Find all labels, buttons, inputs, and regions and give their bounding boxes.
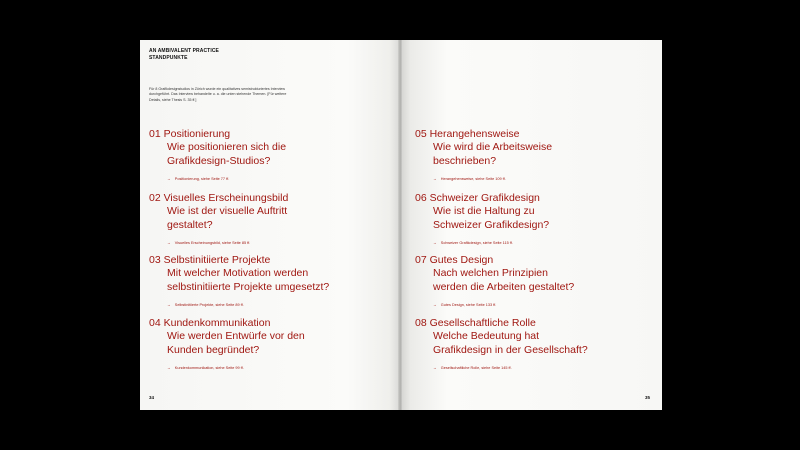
reference-text: Gutes Design, siehe Seite 133 ff. bbox=[440, 303, 497, 307]
entry-question bbox=[433, 330, 588, 357]
page-header bbox=[149, 48, 219, 61]
entry-question bbox=[167, 205, 288, 232]
page-reference bbox=[167, 177, 286, 182]
question-line: Wie positionieren sich die bbox=[167, 141, 287, 153]
question-line: Schweizer Grafikdesign? bbox=[433, 218, 550, 231]
page-reference bbox=[433, 303, 574, 308]
entry-02 bbox=[149, 192, 288, 246]
reference-text: Visuelles Erscheinungsbild, siehe Seite 85 ff. bbox=[174, 241, 251, 245]
page-reference bbox=[433, 241, 549, 246]
entry-question bbox=[433, 141, 552, 168]
arrow-right-icon: → bbox=[167, 303, 171, 307]
question-line: werden die Arbeiten gestaltet? bbox=[433, 280, 575, 293]
reference-text: Selbstinitiierte Projekte, siehe Seite 89 ff. bbox=[174, 303, 244, 307]
entry-title: 01 Positionierung bbox=[149, 128, 231, 140]
question-line: Kunden begründet? bbox=[167, 343, 260, 356]
intro-paragraph: Für 8 Grafikdesignstudios in Zürich wurde ein qualitatives semistrukturiertes Interview durchgeführt. Das Interview behandelte u. a. die unten stehende Themen. [Für weitere Details, siehe Thesis S. 35 ff.] bbox=[149, 87, 287, 102]
reference-text: Gesellschaftliche Rolle, siehe Seite 145 ff. bbox=[440, 366, 512, 370]
header-subtitle: STANDPUNKTE bbox=[149, 54, 188, 61]
arrow-right-icon: → bbox=[433, 366, 437, 370]
page-reference bbox=[433, 366, 588, 371]
arrow-right-icon: → bbox=[167, 241, 171, 245]
reference-text: Kundenkommunikation, siehe Seite 99 ff. bbox=[174, 366, 244, 370]
entry-title: 02 Visuelles Erscheinungsbild bbox=[149, 192, 289, 204]
reference-text: Positionierung, siehe Seite 77 ff. bbox=[174, 177, 230, 181]
page-reference bbox=[167, 241, 288, 246]
question-line: selbstinitiierte Projekte umgesetzt? bbox=[167, 280, 330, 293]
page-reference bbox=[433, 177, 552, 182]
entry-title: 06 Schweizer Grafikdesign bbox=[415, 192, 540, 204]
entry-title: 08 Gesellschaftliche Rolle bbox=[415, 317, 536, 329]
question-line: Wie ist die Haltung zu bbox=[433, 205, 535, 217]
right-page bbox=[400, 40, 662, 410]
entry-title: 03 Selbstinitiierte Projekte bbox=[149, 254, 271, 266]
arrow-right-icon: → bbox=[167, 366, 171, 370]
entry-question bbox=[433, 205, 549, 232]
page-number-left: 34 bbox=[149, 395, 155, 400]
page-number-right: 35 bbox=[644, 395, 650, 400]
page-reference bbox=[167, 303, 329, 308]
arrow-right-icon: → bbox=[433, 177, 437, 181]
question-line: Nach welchen Prinzipien bbox=[433, 267, 548, 279]
book-spine bbox=[398, 40, 402, 410]
entry-07 bbox=[415, 254, 574, 308]
entry-title: 04 Kundenkommunikation bbox=[149, 317, 271, 329]
entry-question bbox=[433, 267, 574, 294]
entry-question bbox=[167, 330, 305, 357]
arrow-right-icon: → bbox=[167, 177, 171, 181]
question-line: Grafikdesign-Studios? bbox=[167, 154, 271, 167]
question-line: Mit welcher Motivation werden bbox=[167, 267, 309, 279]
entry-question bbox=[167, 141, 286, 168]
reference-text: Herangehensweise, siehe Seite 109 ff. bbox=[440, 177, 506, 181]
question-line: beschrieben? bbox=[433, 154, 497, 167]
entry-title: 05 Herangehensweise bbox=[415, 128, 520, 140]
reference-text: Schweizer Grafikdesign, siehe Seite 115 ff. bbox=[440, 241, 513, 245]
page-reference bbox=[167, 366, 305, 371]
entry-title: 07 Gutes Design bbox=[415, 254, 494, 266]
arrow-right-icon: → bbox=[433, 241, 437, 245]
question-line: Welche Bedeutung hat bbox=[433, 330, 540, 342]
question-line: Wie werden Entwürfe vor den bbox=[167, 330, 305, 342]
entry-05 bbox=[415, 128, 552, 182]
question-line: gestaltet? bbox=[167, 218, 213, 231]
entry-04 bbox=[149, 317, 305, 371]
arrow-right-icon: → bbox=[433, 303, 437, 307]
left-page bbox=[140, 40, 400, 410]
question-line: Grafikdesign in der Gesellschaft? bbox=[433, 343, 588, 356]
entry-01 bbox=[149, 128, 286, 182]
entry-03 bbox=[149, 254, 329, 308]
entry-question bbox=[167, 267, 329, 294]
open-book bbox=[140, 40, 662, 410]
header-title: AN AMBIVALENT PRACTICE bbox=[149, 48, 219, 54]
entry-08 bbox=[415, 317, 588, 371]
entry-06 bbox=[415, 192, 549, 246]
question-line: Wie wird die Arbeitsweise bbox=[433, 141, 553, 153]
question-line: Wie ist der visuelle Auftritt bbox=[167, 205, 288, 217]
